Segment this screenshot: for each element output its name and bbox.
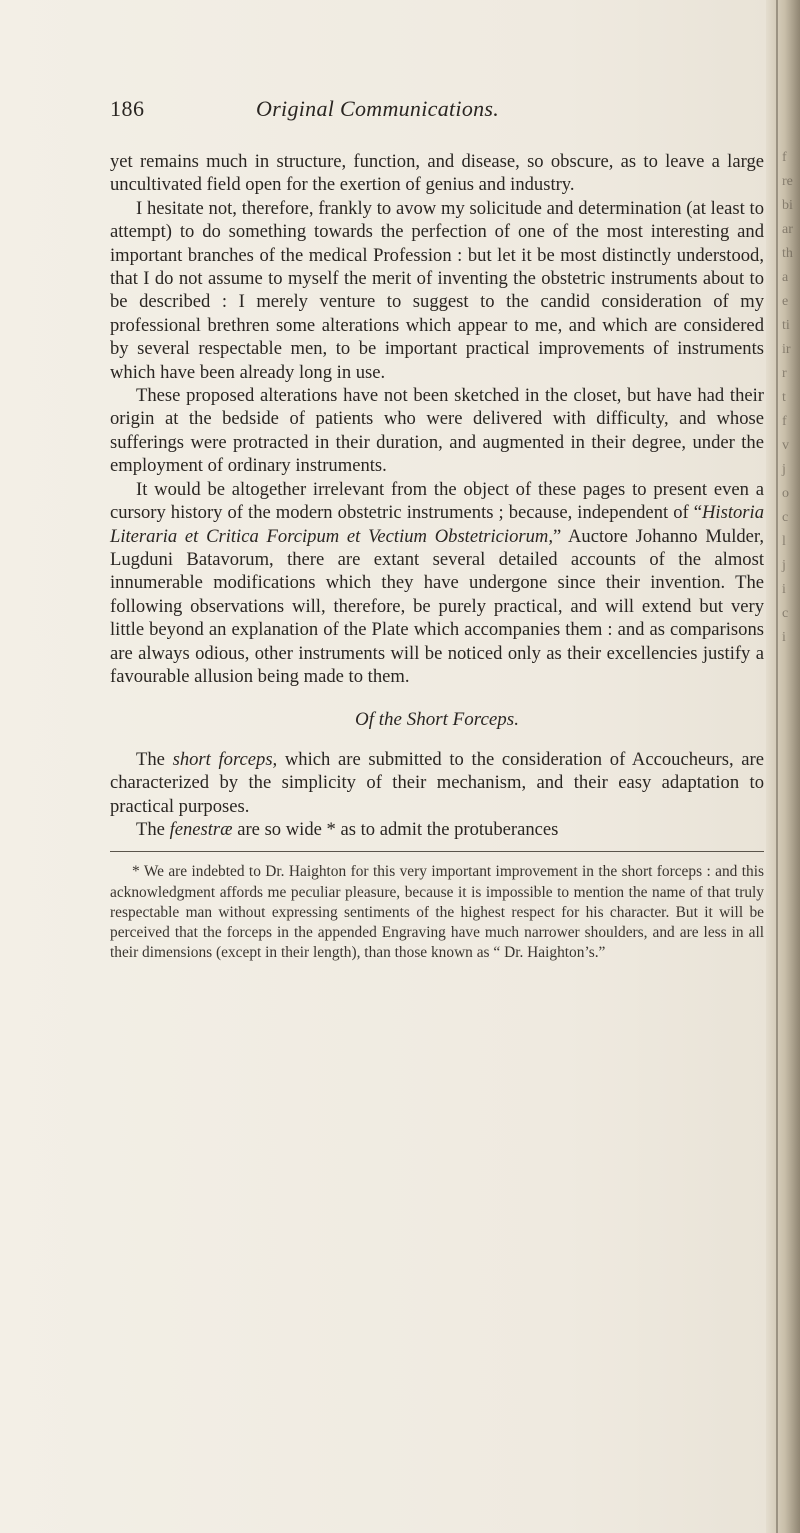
bleed-through-glyph: o — [782, 486, 789, 501]
bleed-through-glyph: bi — [782, 198, 793, 213]
bleed-through-glyph: ar — [782, 222, 793, 237]
section-paragraph-1 — [110, 748, 764, 818]
term-fenestrae: fenestræ — [169, 818, 233, 840]
bleed-through-glyph: i — [782, 582, 786, 597]
bleed-through-glyph: i — [782, 630, 786, 645]
bleed-through-glyph: th — [782, 246, 793, 261]
bleed-through-glyph: ti — [782, 318, 790, 333]
bleed-through-glyph: v — [782, 438, 789, 453]
running-head — [110, 96, 770, 126]
paragraph-4-end: ” Auctore Johanno Mulder, Lugduni Batavorum, there are extant several detailed accounts of the almost innumerable modifications which they have undergone since their invention. The following observations will, therefore, be purely practical, and will extend but very little beyond an explanation of the Plate which accompanies them : and as comparisons are always odious, other instruments will be noticed only as their excellencies justify a favourable allusion being made to them. — [110, 525, 764, 687]
page-number: 186 — [110, 96, 145, 121]
bleed-through-glyph: t — [782, 390, 786, 405]
running-title: Original Communications. — [256, 96, 500, 121]
paragraph-1: yet remains much in structure, function, and disease, so obscure, as to leave a large uncultivated field open for the exertion of genius and industry. — [110, 151, 764, 196]
paragraph-2: I hesitate not, therefore, frankly to avow my solicitude and determination (at least to attempt) to do something towards the perfection of one of the most interesting and important branches of the medical Profession : but let it be most distinctly understood, that I do not assume to myself the merit of inventing the obstetric instruments about to be described : I merely venture to suggest to the candid consideration of my professional brethren some alterations which appear to me, and which are considered by several respectable men, to be important practical improvements of instruments which have been already long in use. — [110, 197, 764, 383]
gutter-line — [776, 0, 778, 1533]
bleed-through-glyph: f — [782, 150, 787, 165]
cited-work-title: Historia Literaria et Critica Forcipum et Vectium Obstetriciorum, — [110, 502, 764, 547]
bleed-through-glyph: ir — [782, 342, 791, 357]
bleed-through-glyph: c — [782, 606, 789, 621]
bleed-through-glyph: a — [782, 270, 789, 285]
paragraph-3: These proposed alterations have not been sketched in the closet, but have had their origin at the bedside of patients who were delivered with difficulty, and whose sufferings were protracted in their duration, and augmented in their degree, under the employment of ordinary instruments. — [110, 385, 764, 477]
bleed-through-glyph: c — [782, 510, 789, 525]
term-short-forceps: short forceps, — [172, 748, 278, 770]
footnote-rule — [110, 851, 764, 852]
section-paragraph-1-start: The — [136, 748, 173, 770]
paragraph-4-start: It would be altogether irrelevant from the object of these pages to present even a cursory history of the modern obstetric instruments ; because, independent of “ — [110, 478, 764, 524]
section-paragraph-2-start: The — [136, 818, 170, 840]
main-text — [110, 150, 764, 963]
section-paragraph-1-end: which are submitted to the consideration of Accoucheurs, are characterized by the simplicity of their mechanism, and their easy adaptation to practical purposes. — [110, 748, 764, 817]
footnote-text: * We are indebted to Dr. Haighton for this very important improvement in the short forceps : and this acknowledgment affords me peculiar pleasure, because it is impossible to mention the name of that truly respectable man without expressing sentiments of the highest respect for his character. But it will be perceived that the forceps in the appended Engraving have much narrower shoulders, and are less in all their dimensions (except in their length), than those known as “ Dr. Haighton’s.” — [110, 863, 764, 962]
bleed-through-glyph: re — [782, 174, 793, 189]
bleed-through-glyph: l — [782, 534, 786, 549]
bleed-through-glyph: j — [782, 558, 786, 573]
bleed-through-glyph: f — [782, 414, 787, 429]
bleed-through-glyph: r — [782, 366, 787, 381]
paragraph-4 — [110, 478, 764, 689]
section-title: Of the Short Forceps. — [355, 709, 519, 731]
section-paragraph-2 — [110, 818, 764, 841]
footnote — [110, 862, 764, 963]
bleed-through-glyph: j — [782, 462, 786, 477]
bleed-through-glyph: e — [782, 294, 789, 309]
section-paragraph-2-end: are so wide * as to admit the protuberances — [232, 818, 559, 840]
